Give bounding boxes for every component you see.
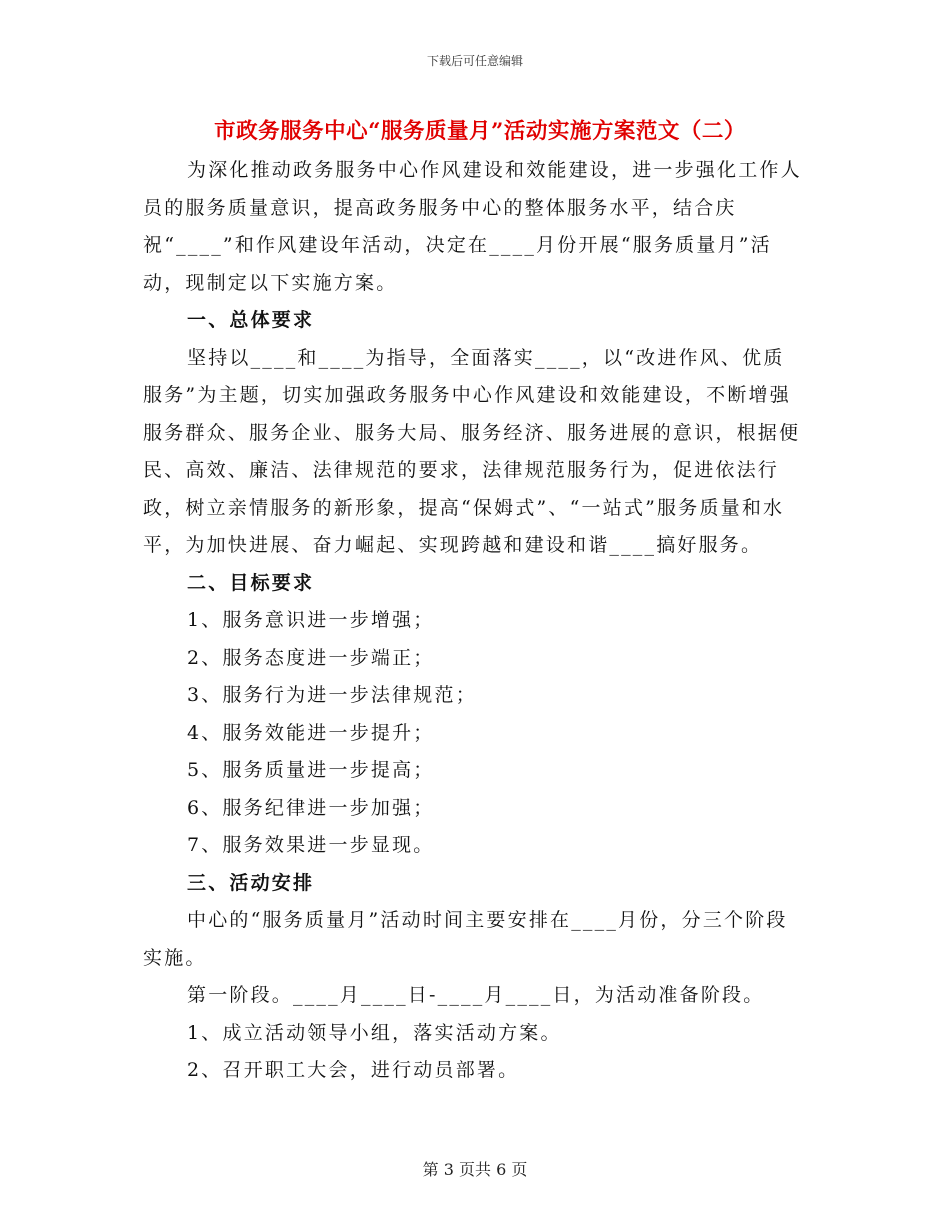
list-item: 1、服务意识进一步增强；	[187, 609, 435, 631]
paragraph: 为深化推动政务服务中心作风建设和效能建设，进一步强化工作人员的服务质量意识，提高政务服务中心的整体服务水平，结合庆祝“____”和作风建设年活动，决定在____月份开展“服务质量月”活动，现制定以下实施方案。	[143, 159, 802, 294]
paragraph: 坚持以____和____为指导，全面落实____，以“改进作风、优质服务”为主题，切实加强政务服务中心作风建设和效能建设，不断增强服务群众、服务企业、服务大局、服务经济、服务进展的意识，根据便民、高效、廉洁、法律规范的要求，法律规范服务行为，促进依法行政，树立亲情服务的新形象，提高“保姆式”、“一站式”服务质量和水平，为加快进展、奋力崛起、实现跨越和建设和谐____搞好服务。	[143, 346, 801, 556]
paragraph: 中心的“服务质量月”活动时间主要安排在____月份，分三个阶段实施。	[143, 909, 788, 969]
document-body	[143, 152, 803, 1090]
document-title: 市政务服务中心“服务质量月”活动实施方案范文（二）	[214, 119, 746, 144]
section-heading: 三、活动安排	[187, 871, 315, 894]
section-heading: 二、目标要求	[187, 571, 315, 594]
page-header-note: 下载后可任意编辑	[426, 54, 523, 68]
list-item: 2、召开职工大会，进行动员部署。	[187, 1059, 520, 1081]
list-item: 7、服务效果进一步显现。	[187, 834, 435, 856]
paragraph: 第一阶段。____月____日-____月____日，为活动准备阶段。	[187, 984, 765, 1006]
list-item: 2、服务态度进一步端正；	[187, 646, 435, 669]
list-item: 3、服务行为进一步法律规范；	[187, 684, 477, 706]
list-item: 1、成立活动领导小组，落实活动方案。	[187, 1021, 562, 1044]
section-heading: 一、总体要求	[187, 309, 315, 331]
list-item: 4、服务效能进一步提升；	[187, 721, 435, 744]
list-item: 5、服务质量进一步提高；	[187, 759, 435, 781]
page-footer-number: 第 3 页共 6 页	[422, 1160, 528, 1179]
list-item: 6、服务纪律进一步加强；	[187, 796, 435, 819]
